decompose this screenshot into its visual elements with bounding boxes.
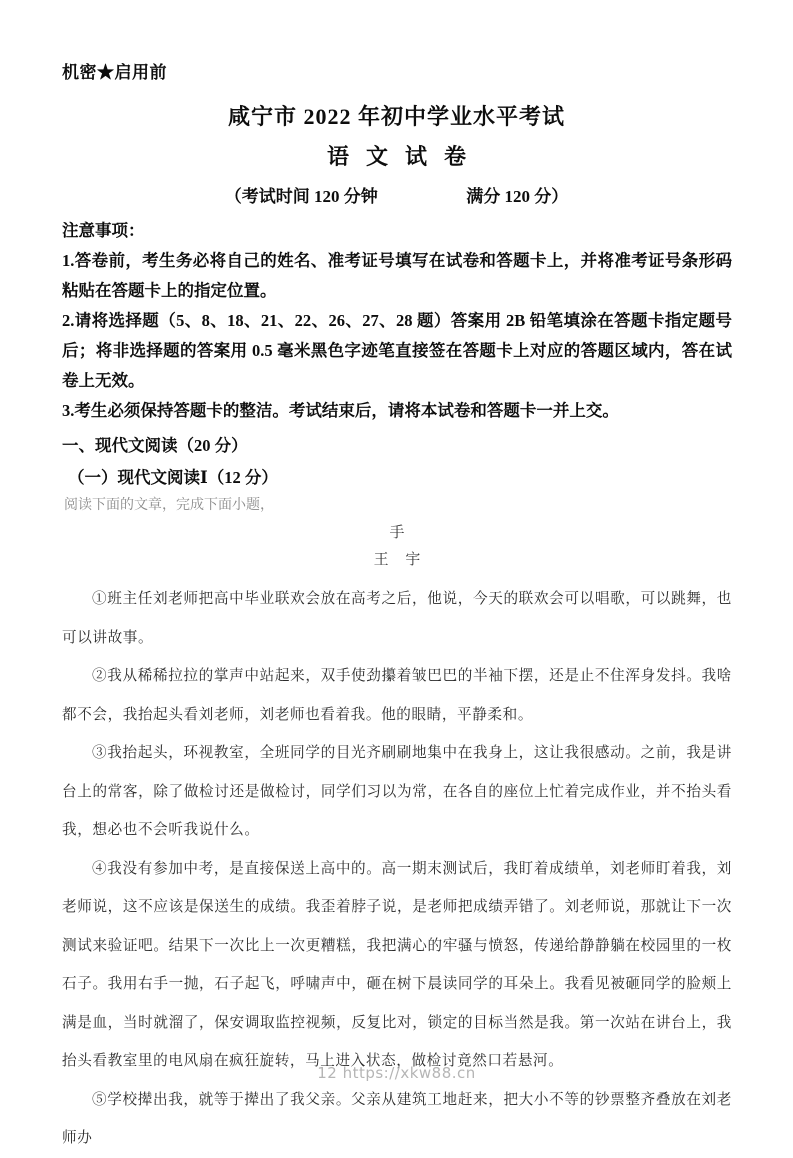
confidential-marker: 机密★启用前 — [62, 63, 167, 82]
section-heading-modern-reading: 一、现代文阅读（20 分） — [62, 436, 248, 455]
article-block — [62, 520, 732, 1158]
exam-duration: （考试时间 120 分钟 — [224, 187, 378, 206]
notice-item-2: 2.请将选择题（5、8、18、21、22、26、27、28 题）答案用 2B 铅笔填涂在答题卡指定题号后；将非选择题的答案用 0.5 毫米黑色字迹笔直接签在答题卡上对应的答题区域内，答在试卷上无效。 — [62, 311, 732, 390]
exam-total-score: 满分 120 分） — [466, 187, 569, 206]
article-author: 王 宇 — [373, 550, 427, 568]
notice-item-3: 3.考生必须保持答题卡的整洁。考试结束后，请将本试卷和答题卡一并上交。 — [62, 401, 619, 420]
article-paragraph: ①班主任刘老师把高中毕业联欢会放在高考之后，他说，今天的联欢会可以唱歌，可以跳舞，也可以讲故事。 — [62, 590, 732, 646]
article-paragraph: ③我抬起头，环视教室，全班同学的目光齐刷刷地集中在我身上，这让我很感动。之前，我是讲台上的常客，除了做检讨还是做检讨，同学们习以为常，在各自的座位上忙着完成作业，并不抬头看我，想必也不会听我说什么。 — [62, 744, 732, 838]
notices-block — [62, 216, 732, 426]
notices-heading: 注意事项： — [62, 221, 145, 240]
footer-watermark: 12 https://xkw88.cn — [317, 1064, 476, 1082]
page-title: 咸宁市 2022 年初中学业水平考试 — [227, 104, 565, 129]
article-title: 手 — [389, 523, 405, 541]
article-paragraph: ④我没有参加中考，是直接保送上高中的。高一期末测试后，我盯着成绩单，刘老师盯着我，刘老师说，这不应该是保送生的成绩。我歪着脖子说，是老师把成绩弄错了。刘老师说，那就让下一次测试来验证吧。结果下一次比上一次更糟糕，我把满心的牢骚与愤怒，传递给静静躺在校园里的一枚石子。我用右手一抛，石子起飞，呼啸声中，砸在树下晨读同学的耳朵上。我看见被砸同学的脸颊上满是血，当时就溜了，保安调取监控视频，反复比对，锁定的目标当然是我。第一次站在讲台上，我抬头看教室里的电风扇在疯狂旋转，马上进入状态，做检讨竟然口若悬河。 — [62, 859, 732, 1069]
article-paragraph: ⑤学校撵出我，就等于撵出了我父亲。父亲从建筑工地赶来，把大小不等的钞票整齐叠放在刘老师办 — [62, 1090, 732, 1146]
subsection-heading-modern-reading-1: （一）现代文阅读Ⅰ（12 分） — [68, 468, 278, 487]
reading-instruction: 阅读下面的文章，完成下面小题， — [64, 497, 274, 513]
notice-item-1: 1.答卷前，考生务必将自己的姓名、准考证号填写在试卷和答题卡上，并将准考证号条形码粘贴在答题卡上的指定位置。 — [62, 251, 732, 300]
article-paragraph: ②我从稀稀拉拉的掌声中站起来，双手使劲攥着皱巴巴的半袖下摆，还是止不住浑身发抖。我啥都不会，我抬起头看刘老师，刘老师也看着我。他的眼睛，平静柔和。 — [62, 667, 732, 723]
page-subtitle: 语文试卷 — [326, 144, 483, 169]
exam-meta — [0, 182, 793, 207]
